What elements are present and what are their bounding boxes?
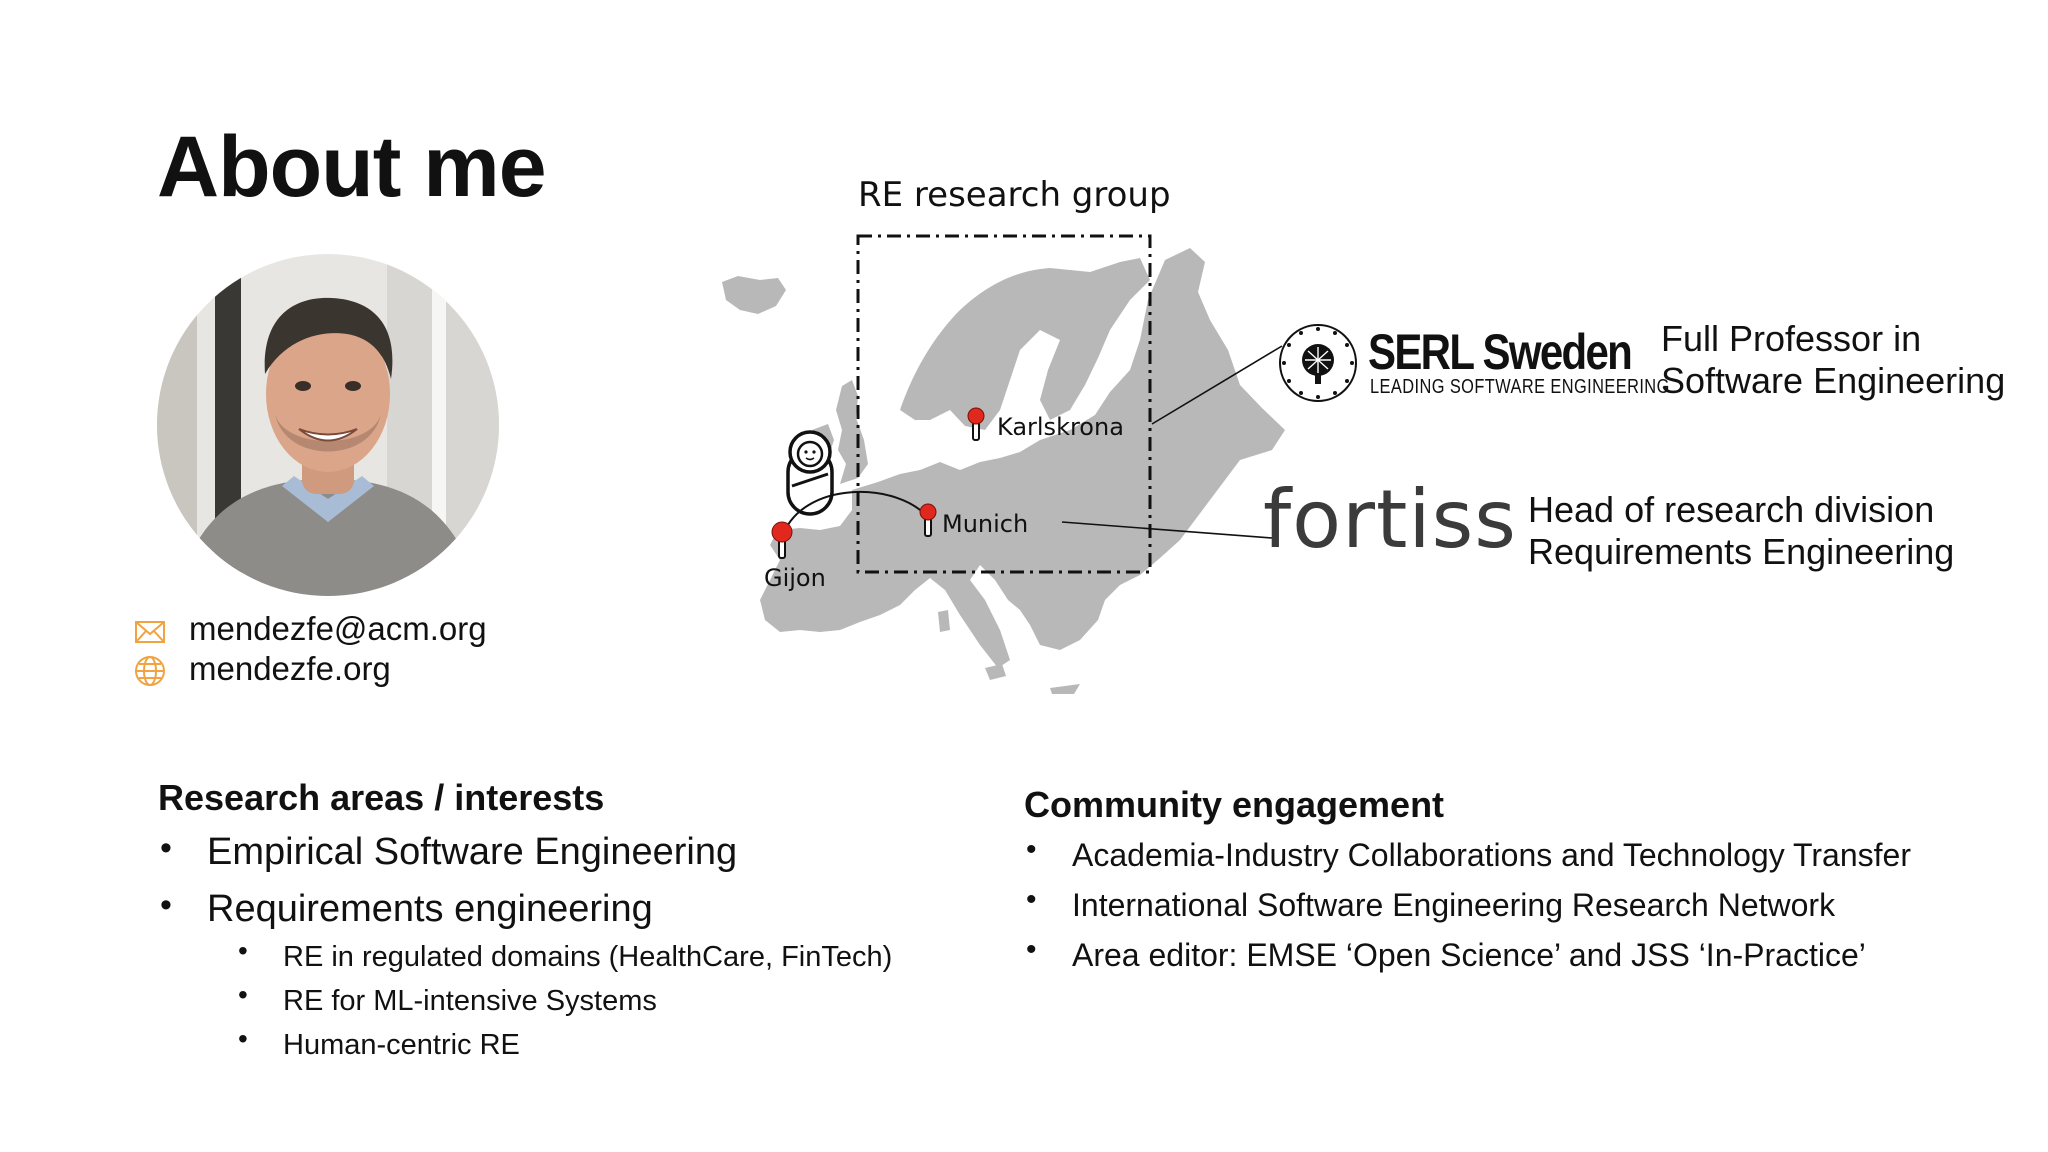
europe-map bbox=[700, 160, 1300, 720]
serl-role-line1: Full Professor in bbox=[1661, 318, 1922, 359]
slide-title: About me bbox=[157, 119, 546, 215]
serl-role bbox=[1661, 318, 2005, 402]
mail-icon bbox=[133, 615, 167, 649]
serl-tagline: LEADING SOFTWARE ENGINEERING bbox=[1370, 376, 1670, 398]
fortiss-role-line1: Head of research division bbox=[1528, 489, 1935, 530]
research-sublist bbox=[158, 941, 892, 1073]
community-list bbox=[1024, 837, 1911, 987]
email-link[interactable]: mendezfe@acm.org bbox=[189, 610, 487, 647]
baby-icon bbox=[788, 432, 832, 514]
list-item: • RE for ML-intensive Systems bbox=[158, 985, 892, 1029]
research-list bbox=[158, 831, 737, 945]
list-item: • International Software Engineering Research Network bbox=[1024, 887, 1911, 937]
community-heading: Community engagement bbox=[1024, 784, 1445, 825]
iceland-shape bbox=[722, 276, 786, 314]
globe-icon bbox=[133, 654, 167, 688]
list-item: • Academia-Industry Collaborations and Technology Transfer bbox=[1024, 837, 1911, 887]
serl-role-line2: Software Engineering bbox=[1661, 360, 2006, 401]
britain-shape bbox=[836, 380, 868, 484]
city-label-munich: Munich bbox=[942, 510, 1029, 538]
bth-seal-logo bbox=[1275, 320, 1361, 406]
profile-photo bbox=[157, 254, 499, 596]
list-item: • Human-centric RE bbox=[158, 1029, 892, 1073]
list-item: • RE in regulated domains (HealthCare, FinTech) bbox=[158, 941, 892, 985]
city-label-gijon: Gijon bbox=[764, 564, 826, 592]
city-label-karlskrona: Karlskrona bbox=[997, 413, 1124, 441]
fortiss-role-line2: Requirements Engineering bbox=[1528, 531, 1955, 572]
list-item: • Requirements engineering bbox=[158, 888, 737, 945]
group-label: RE research group bbox=[858, 175, 1171, 215]
fortiss-logo: fortiss bbox=[1263, 473, 1517, 566]
serl-sweden-name: SERL Sweden bbox=[1368, 324, 1632, 380]
list-item: • Empirical Software Engineering bbox=[158, 831, 737, 888]
list-item: • Area editor: EMSE ‘Open Science’ and JSS ‘In-Practice’ bbox=[1024, 937, 1911, 987]
research-heading: Research areas / interests bbox=[158, 777, 605, 818]
website-link[interactable]: mendezfe.org bbox=[189, 650, 391, 687]
fortiss-role bbox=[1528, 489, 1954, 573]
